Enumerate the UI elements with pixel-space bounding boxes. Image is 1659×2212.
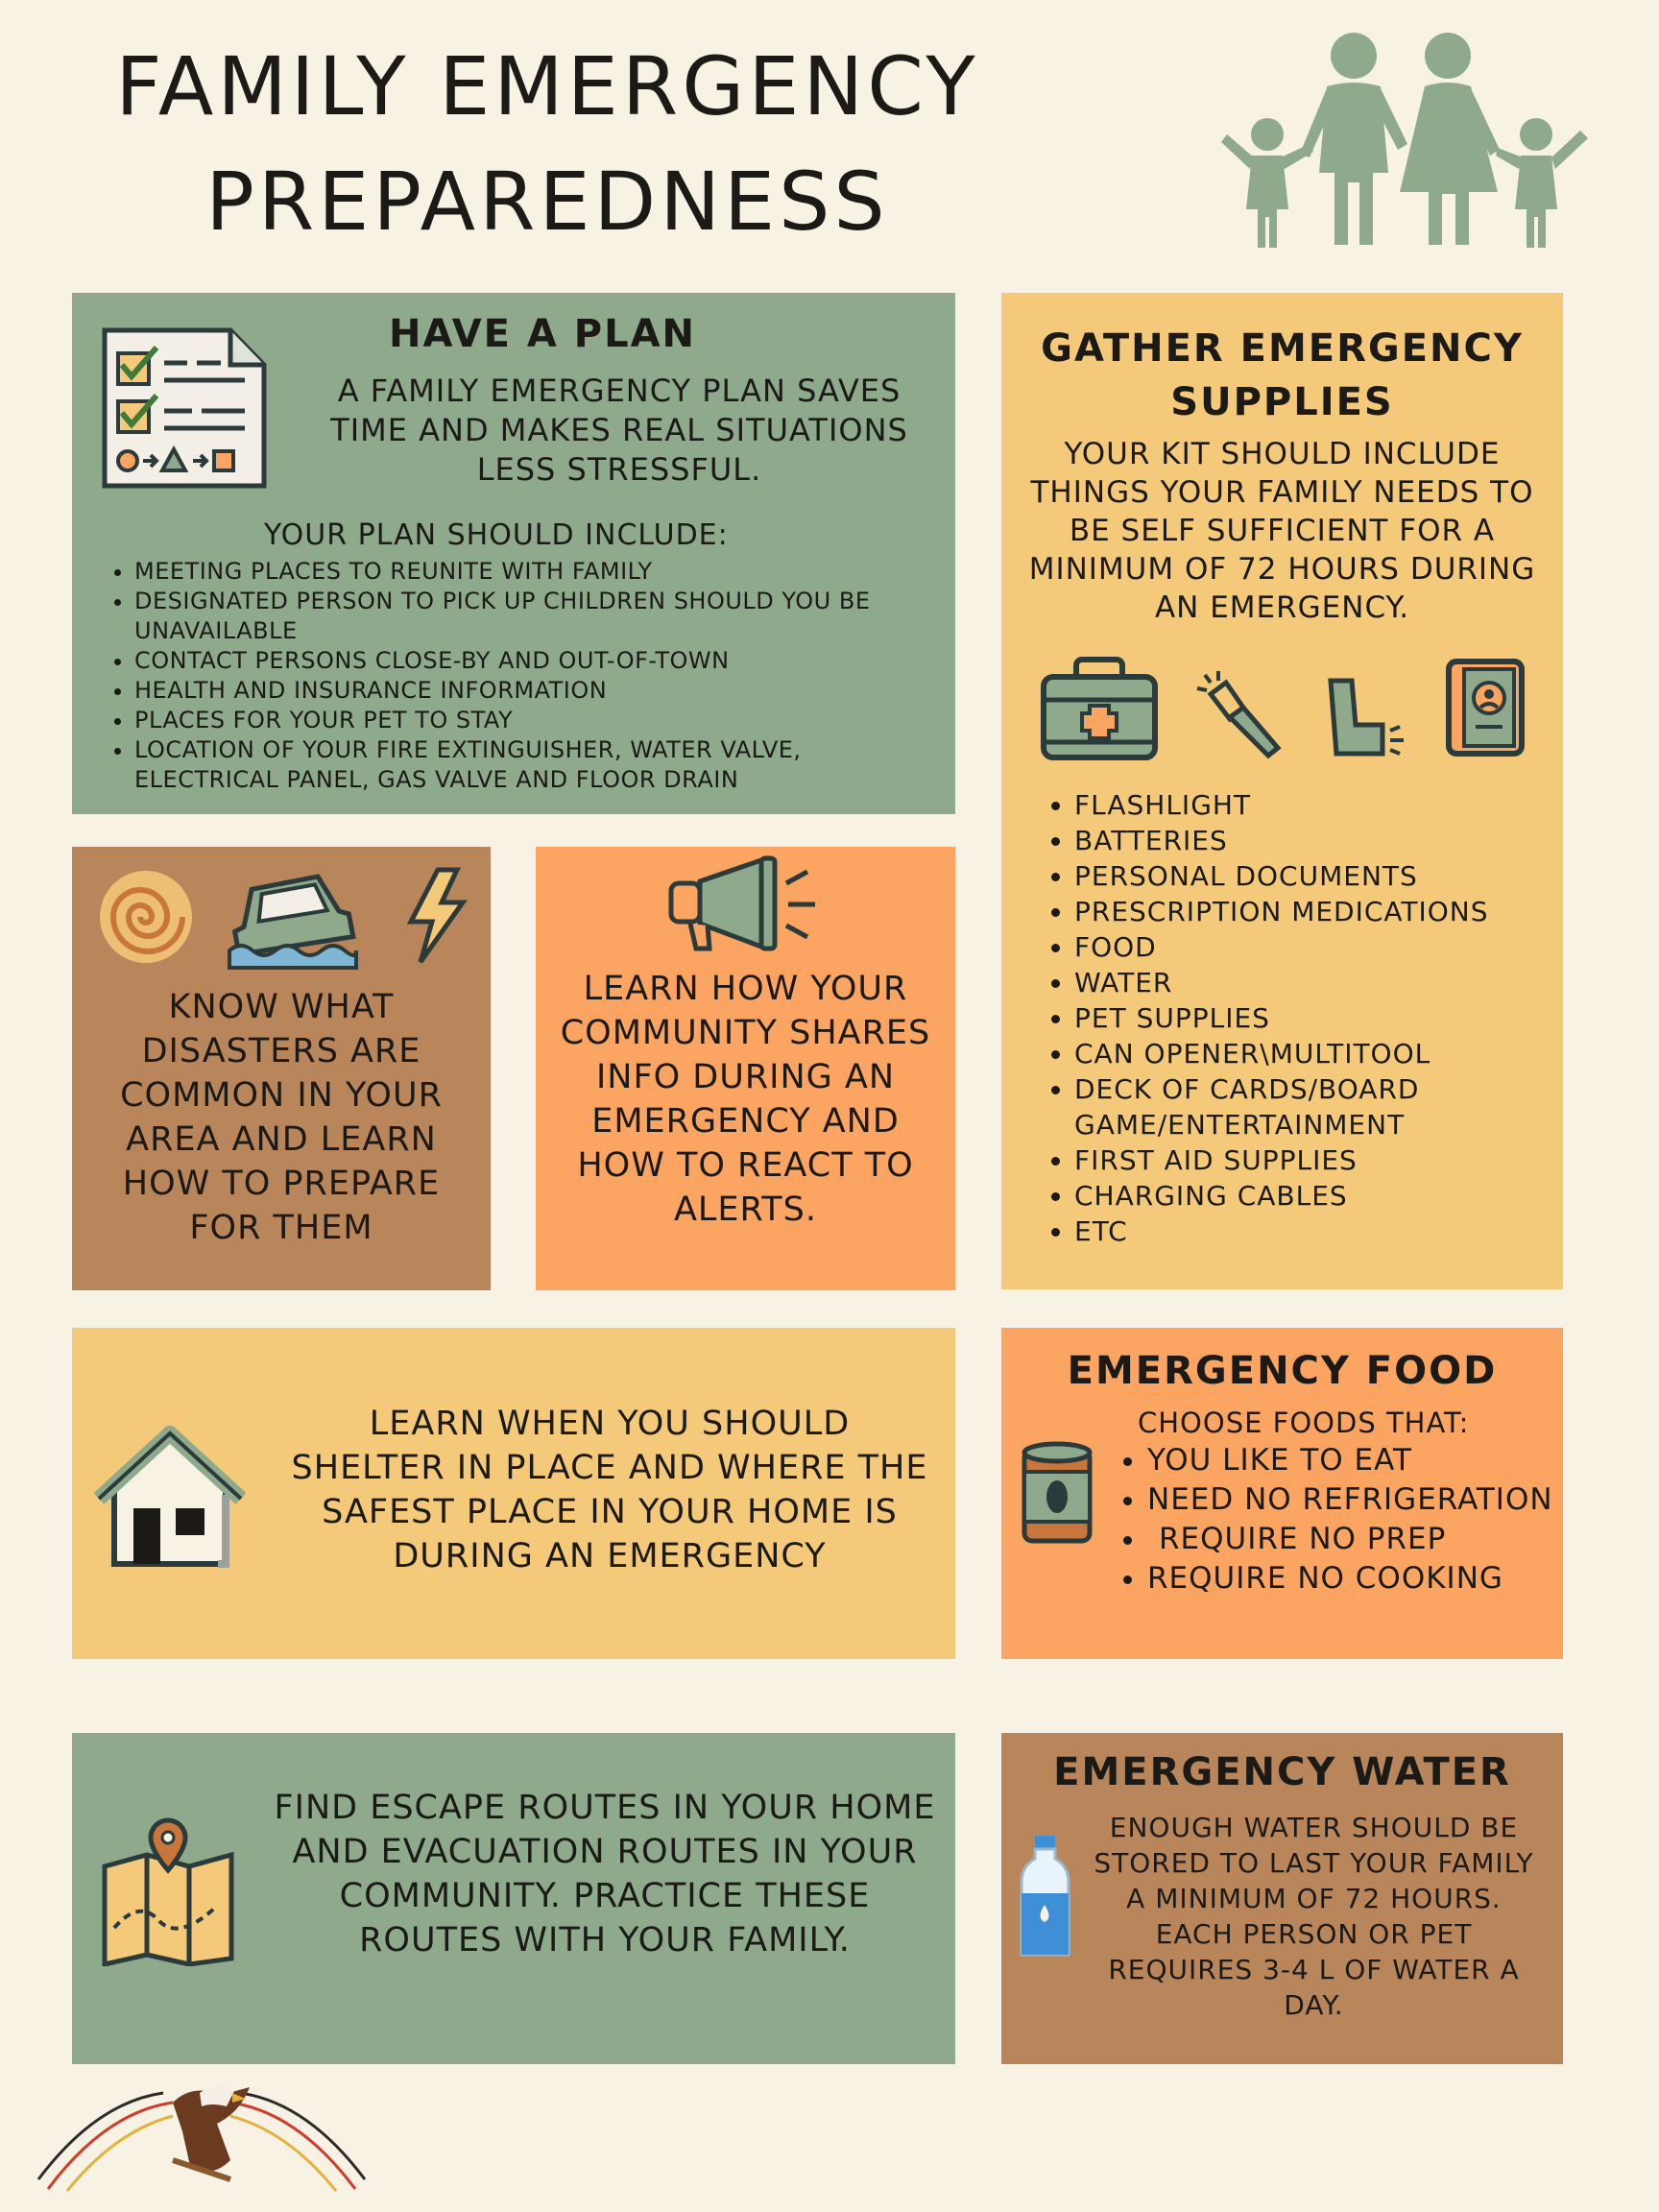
flashlight-icon — [1193, 669, 1285, 760]
checklist-icon — [101, 326, 269, 490]
list-item: • NEED NO REFRIGERATION — [1147, 1480, 1579, 1520]
list-item: • LOCATION OF YOUR FIRE EXTINGUISHER, WATER VALVE, ELECTRICAL PANEL, GAS VALVE AND FLOOR DRAIN — [134, 735, 950, 795]
plan-card — [72, 293, 955, 814]
flooded-car-icon — [226, 866, 360, 972]
plan-heading: HAVE A PLAN — [388, 312, 697, 356]
list-item: • ETC — [1074, 1214, 1564, 1249]
hurricane-icon — [93, 864, 199, 970]
list-item: • DECK OF CARDS/BOARD GAME/ENTERTAINMENT — [1074, 1071, 1564, 1142]
inhaler-icon — [1323, 677, 1414, 758]
list-item: • HEALTH AND INSURANCE INFORMATION — [134, 676, 950, 706]
list-item: • CONTACT PERSONS CLOSE-BY AND OUT-OF-TOWN — [134, 646, 950, 676]
lightning-icon — [403, 866, 470, 967]
list-item: • CAN OPENER\MULTITOOL — [1074, 1036, 1564, 1071]
food-list — [1117, 1441, 1579, 1599]
list-item: • WATER — [1074, 965, 1564, 1000]
list-item: • PERSONAL DOCUMENTS — [1074, 858, 1564, 894]
list-item: • PRESCRIPTION MEDICATIONS — [1074, 894, 1564, 929]
list-item: • FIRST AID SUPPLIES — [1074, 1142, 1564, 1178]
water-heading: EMERGENCY WATER — [1053, 1750, 1511, 1794]
id-document-icon — [1445, 658, 1527, 758]
eagle-logo-icon — [29, 2074, 374, 2203]
canned-food-icon — [1019, 1441, 1095, 1549]
title-line-1: FAMILY EMERGENCY — [115, 39, 979, 133]
house-icon — [93, 1426, 247, 1570]
list-item: • MEETING PLACES TO REUNITE WITH FAMILY — [134, 557, 950, 587]
water-bottle-icon — [1019, 1834, 1071, 1959]
disasters-text: KNOW WHAT DISASTERS ARE COMMON IN YOUR AREA AND LEARN HOW TO PREPARE FOR THEM — [120, 988, 443, 1247]
escape-card — [72, 1733, 955, 2064]
supplies-card — [1001, 293, 1563, 1289]
supplies-list — [1040, 787, 1564, 1249]
food-card — [1001, 1328, 1563, 1659]
list-item: • DESIGNATED PERSON TO PICK UP CHILDREN SHOULD YOU BE UNAVAILABLE — [134, 587, 950, 646]
escape-text: FIND ESCAPE ROUTES IN YOUR HOME AND EVACUATION ROUTES IN YOUR COMMUNITY. PRACTICE THESE ROUTES WITH YOUR FAMILY. — [274, 1789, 936, 1960]
list-item: • PLACES FOR YOUR PET TO STAY — [134, 706, 950, 735]
community-text: LEARN HOW YOUR COMMUNITY SHARES INFO DURING AN EMERGENCY AND HOW TO REACT TO ALERTS. — [560, 970, 931, 1229]
first-aid-kit-icon — [1040, 656, 1160, 761]
shelter-card — [72, 1328, 955, 1659]
plan-subheading: YOUR PLAN SHOULD INCLUDE: — [264, 518, 729, 552]
water-text: ENOUGH WATER SHOULD BE STORED TO LAST YOUR FAMILY A MINIMUM OF 72 HOURS. EACH PERSON OR PET REQUIRES 3-4 L OF WATER A DAY. — [1094, 1812, 1534, 2021]
list-item: • YOU LIKE TO EAT — [1147, 1441, 1579, 1480]
list-item: • REQUIRE NO PREP — [1147, 1520, 1579, 1559]
megaphone-icon — [665, 854, 833, 955]
list-item: • FLASHLIGHT — [1074, 787, 1564, 823]
shelter-text: LEARN WHEN YOU SHOULD SHELTER IN PLACE AND WHERE THE SAFEST PLACE IN YOUR HOME IS DURING AN EMERGENCY — [291, 1405, 928, 1575]
water-card — [1001, 1733, 1563, 2064]
plan-list — [106, 557, 950, 795]
list-item: • FOOD — [1074, 929, 1564, 965]
list-item: • CHARGING CABLES — [1074, 1178, 1564, 1214]
community-card — [536, 847, 955, 1290]
list-item: • PET SUPPLIES — [1074, 1000, 1564, 1036]
food-heading: EMERGENCY FOOD — [1067, 1349, 1498, 1393]
supplies-intro: YOUR KIT SHOULD INCLUDE THINGS YOUR FAMILY NEEDS TO BE SELF SUFFICIENT FOR A MINIMUM OF 72 HOURS DURING AN EMERGENCY. — [1028, 437, 1536, 625]
food-subheading: CHOOSE FOODS THAT: — [1138, 1407, 1470, 1439]
plan-intro: A FAMILY EMERGENCY PLAN SAVES TIME AND MAKES REAL SITUATIONS LESS STRESSFUL. — [330, 373, 908, 488]
list-item: • REQUIRE NO COOKING — [1147, 1559, 1579, 1599]
page-title — [115, 29, 979, 259]
map-pin-icon — [101, 1813, 235, 1966]
supplies-heading: GATHER EMERGENCY SUPPLIES — [1041, 326, 1524, 424]
family-figures-icon — [1219, 29, 1594, 250]
list-item: • BATTERIES — [1074, 823, 1564, 858]
title-line-2: PREPAREDNESS — [205, 155, 889, 249]
disasters-card — [72, 847, 491, 1290]
